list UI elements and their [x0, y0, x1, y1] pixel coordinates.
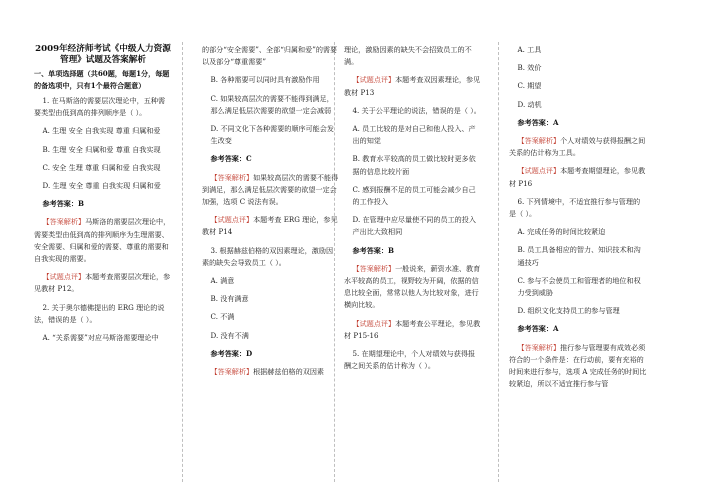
analysis-text: 一般说来，薪资水准、教育水平较高的员工，视野较为开阔，依据的信息比较全面，常常以他人为比较对象，进行横向比较。	[344, 263, 481, 310]
q4-option-d: D. 在管理中应尽量使不同的员工的投入产出比大致相同	[352, 215, 476, 237]
column-divider	[498, 42, 499, 482]
q3-comment	[344, 74, 482, 98]
comment-text: 本题考查公平理论，参见教材 P15-16	[344, 318, 481, 340]
q2-analysis	[202, 172, 340, 209]
question-6: 6. 下列情境中，不适宜推行参与管理的是（ ）。	[509, 196, 641, 219]
section-heading: 一、单项选择题（共60题，每题1分，每题的备选项中，只有1个最符合题意）	[34, 69, 170, 90]
q5-option-a: A. 工具	[517, 45, 542, 54]
comment-tag: 【试题点评】	[352, 318, 396, 328]
q6-answer: 参考答案：A	[517, 324, 559, 334]
q6-analysis	[509, 342, 647, 391]
q3-option-c: C. 不满	[210, 312, 235, 322]
analysis-tag: 【答案解析】	[42, 217, 86, 227]
analysis-text: 个人对绩效与获得报酬之间关系的估计称为工具。	[509, 136, 646, 158]
q5-option-d: D. 动机	[517, 99, 542, 109]
q2-answer: 参考答案：C	[210, 154, 252, 164]
q2-option-a: A. “关系需要”对应马斯洛需要理论中	[42, 333, 159, 343]
comment-text: 本题考查需要层次理论，参见教材 P12。	[34, 272, 171, 294]
q3-option-d: D. 没有不满	[210, 330, 249, 340]
q5-analysis	[509, 135, 647, 159]
q4-analysis	[344, 263, 482, 312]
column-divider	[182, 42, 183, 482]
comment-text: 本题考查 ERG 理论，参见教材 P14	[202, 215, 338, 237]
q2-option-c: C. 如果较高层次的需要不能得到满足，那么满足低层次需要的欲望一定会减弱	[210, 93, 334, 115]
q5-option-b: B. 效价	[517, 63, 542, 73]
column-2	[202, 44, 340, 384]
q6-option-d: D. 组织文化支持员工的参与管理	[517, 306, 620, 316]
q1-comment	[34, 271, 172, 295]
q5-comment	[509, 165, 647, 189]
question-1: 1. 在马斯洛的需要层次理论中，五种需要类型由低到高的排列顺序是（ ）。	[34, 96, 166, 118]
q2-option-b: B. 各种需要可以同时具有激励作用	[210, 75, 320, 85]
q4-answer: 参考答案：B	[352, 245, 394, 255]
comment-tag: 【试题点评】	[352, 75, 396, 85]
document-title: 2009年经济师考试《中级人力资源管理》试题及答案解析	[35, 44, 171, 65]
column-1	[34, 44, 172, 350]
q1-option-d: D. 生理 安全 尊重 自我实现 归属和爱	[42, 181, 161, 191]
q4-option-c: C. 感到报酬不足的员工可能会减少自己的工作投入	[352, 184, 476, 207]
q3-option-a: A. 满意	[210, 276, 235, 286]
comment-tag: 【试题点评】	[42, 272, 86, 282]
q3-answer: 参考答案：D	[210, 348, 253, 358]
question-2: 2. 关于奥尔德佛提出的 ERG 理论的说法，错误的是（ ）。	[34, 302, 165, 324]
analysis-text: 如果较高层次的需要不能得到满足，那么满足低层次需要的欲望一定会加强，选项 C 说法有误。	[202, 172, 339, 207]
q6-option-b: B. 员工具备相应的智力、知识技术和沟通技巧	[517, 245, 641, 267]
q1-answer: 参考答案：B	[42, 199, 84, 209]
q3-option-b: B. 没有满意	[210, 294, 249, 304]
q2-option-a-continued: 的部分“安全需要”、全部“归属和爱”的需要以及部分“尊重需要”	[202, 45, 338, 67]
comment-tag: 【试题点评】	[210, 215, 254, 225]
analysis-tag: 【答案解析】	[517, 342, 561, 352]
q1-option-a: A. 生理 安全 自我实现 尊重 归属和爱	[42, 126, 161, 136]
q3-analysis	[202, 366, 340, 378]
q1-option-b: B. 生理 安全 归属和爱 尊重 自我实现	[42, 144, 161, 154]
analysis-tag: 【答案解析】	[210, 172, 254, 182]
analysis-tag: 【答案解析】	[210, 367, 254, 377]
question-4: 4. 关于公平理论的说法，错误的是（ ）。	[352, 105, 481, 115]
analysis-text: 推行参与管理要有成效必须符合的一个条件是：在行动前，要有充裕的时间来进行参与，选项 A 完成任务的时间比较紧迫，所以不适宜推行参与管	[509, 342, 647, 389]
q4-option-b: B. 教育水平较高的员工做比较时更多依据的信息比较片面	[352, 154, 476, 176]
analysis-text: 根据赫兹伯格的双因素	[253, 367, 325, 377]
q6-option-c: C. 参与不会使员工和管理者的地位和权力受到威胁	[517, 275, 641, 298]
q4-option-a: A. 员工比较的是对自己和他人投入、产出的知觉	[352, 124, 476, 146]
q2-comment	[202, 214, 340, 238]
q1-option-c: C. 安全 生理 尊重 归属和爱 自我实现	[42, 162, 161, 172]
question-5: 5. 在期望理论中，个人对绩效与获得报酬之间关系的估计称为（ ）。	[344, 349, 476, 371]
q3-analysis-continued: 理论，激励因素的缺失不会招致员工的不满。	[344, 45, 472, 67]
analysis-tag: 【答案解析】	[352, 263, 396, 273]
comment-tag: 【试题点评】	[517, 166, 561, 176]
q5-option-c: C. 期望	[517, 81, 542, 91]
q1-analysis	[34, 216, 172, 265]
comment-text: 本题考查双因素理论，参见教材 P13	[344, 75, 481, 97]
q5-answer: 参考答案：A	[517, 117, 559, 127]
analysis-text: 马斯洛的需要层次理论中，需要类型由低到高的排列顺序为生理需要、安全需要、归属和爱的需要、尊重的需要和自我实现的需要。	[34, 217, 171, 264]
q2-option-d: D. 不同文化下各种需要的顺序可能会发生改变	[210, 124, 334, 146]
comment-text: 本题考查期望理论，参见教材 P16	[509, 166, 646, 188]
q4-comment	[344, 318, 482, 342]
column-4	[509, 44, 647, 396]
analysis-tag: 【答案解析】	[517, 136, 561, 146]
q6-option-a: A. 完成任务的时间比较紧迫	[517, 227, 606, 237]
column-3	[344, 44, 482, 378]
question-3: 3. 根据赫兹伯格的双因素理论，激励因素的缺失会导致员工（ ）。	[202, 245, 334, 267]
